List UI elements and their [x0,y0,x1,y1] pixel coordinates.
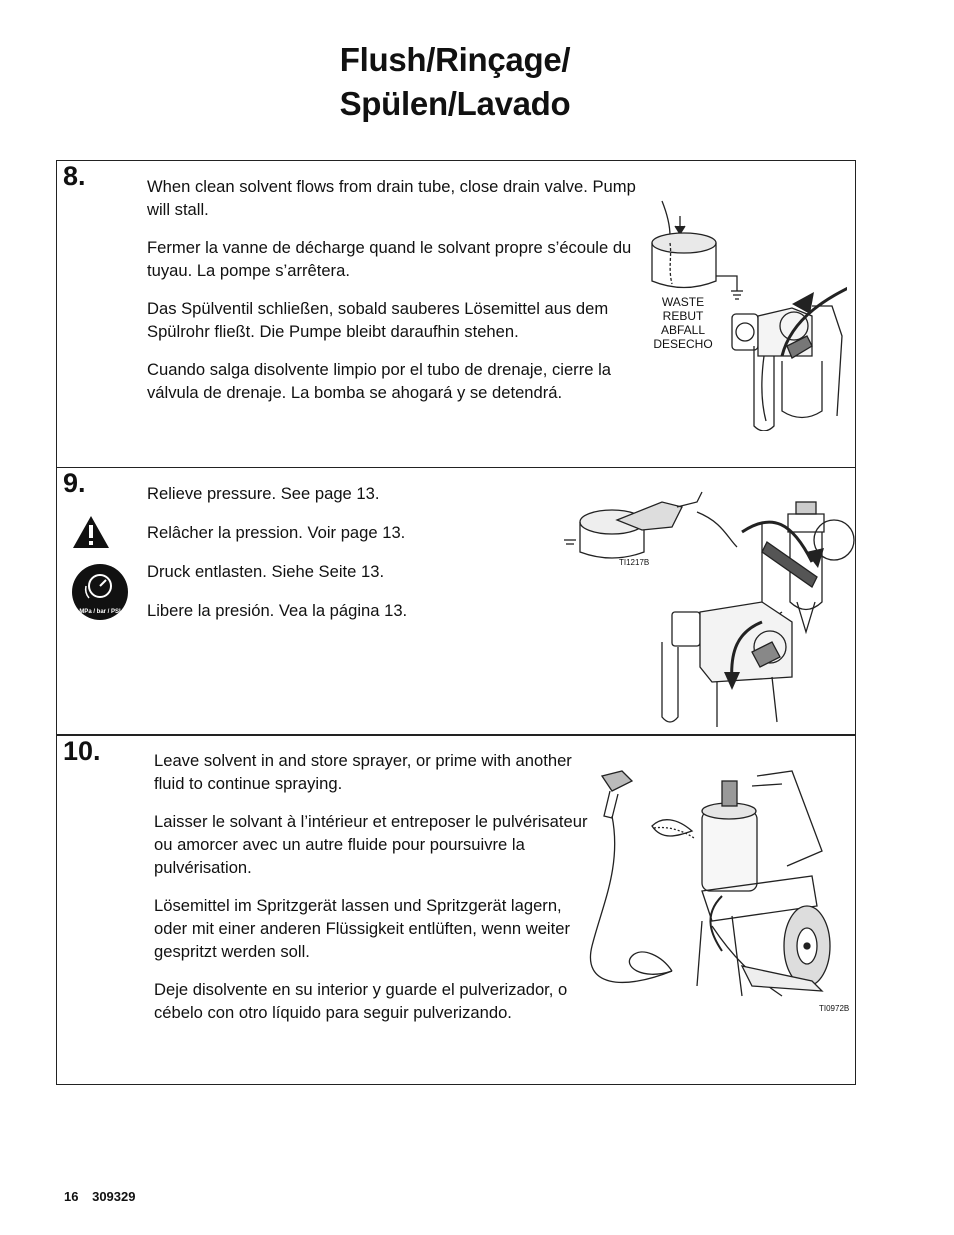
step-10-box [56,734,856,1085]
paragraph-de: Das Spülventil schließen, sobald sauberes Lösemittel aus dem Spülrohr fließt. Die Pumpe bleibt daraufhin stehen. [147,299,609,341]
paragraph-de: Druck entlasten. Siehe Seite 13. [147,562,385,581]
step-number: 10. [63,736,101,766]
page-footer [64,1189,145,1204]
page-number: 16 [64,1189,79,1204]
paragraph-de: Lösemittel im Spritzgerät lassen und Spritzgerät lagern, oder mit einer anderen Flüssigkeit entlüften, wenn weiter gespritzt werden soll. [154,896,570,961]
paragraph-fr: Relâcher la pression. Voir page 13. [147,523,406,542]
paragraph-es: Deje disolvente en su interior y guarde el pulverizador, o cébelo con otro líquido para seguir pulverizando. [154,980,568,1022]
paragraph-fr: Laisser le solvant à l’intérieur et entreposer le pulvérisateur ou amorcer avec un autre fluide pour poursuivre la pulvérisation. [154,812,588,877]
label-desecho: DESECHO [653,337,713,351]
paragraph-en: Leave solvent in and store sprayer, or prime with another fluid to continue spraying. [154,751,572,793]
paragraph-fr: Fermer la vanne de décharge quand le solvant propre s’écoule du tuyau. La pompe s’arrêtera. [147,238,632,280]
title-line-1: Flush/Rinçage/ [339,41,571,78]
label-rebut: REBUT [662,309,704,323]
step-9-text [147,482,567,638]
label-waste: WASTE [661,295,705,309]
step-8-box [56,160,856,468]
step-8-text [147,175,637,419]
pressure-relief-illustration [562,482,857,732]
figure-code: TI0972B [819,1004,850,1013]
title-line-2: Spülen/Lavado [339,85,571,122]
paragraph-es: Libere la presión. Vea la página 13. [147,601,408,620]
step-9-box [56,467,856,735]
step-10-text [154,749,594,1039]
warning-icon [71,514,111,550]
waste-container-labels [649,295,717,351]
figure-code: TI1217B [619,558,650,567]
document-number: 309329 [92,1189,136,1204]
paragraph-en: Relieve pressure. See page 13. [147,484,380,503]
step-number: 8. [63,161,86,191]
gauge-units-label: MPa / bar / PSI [79,609,121,615]
label-abfall: ABFALL [660,323,706,337]
sprayer-unit-illustration [582,756,852,1016]
page-title [0,38,910,126]
paragraph-es: Cuando salga disolvente limpio por el tubo de drenaje, cierre la válvula de drenaje. La bomba se ahogará y se detendrá. [147,360,611,402]
step-number: 9. [63,468,86,498]
paragraph-en: When clean solvent flows from drain tube, close drain valve. Pump will stall. [147,177,636,219]
